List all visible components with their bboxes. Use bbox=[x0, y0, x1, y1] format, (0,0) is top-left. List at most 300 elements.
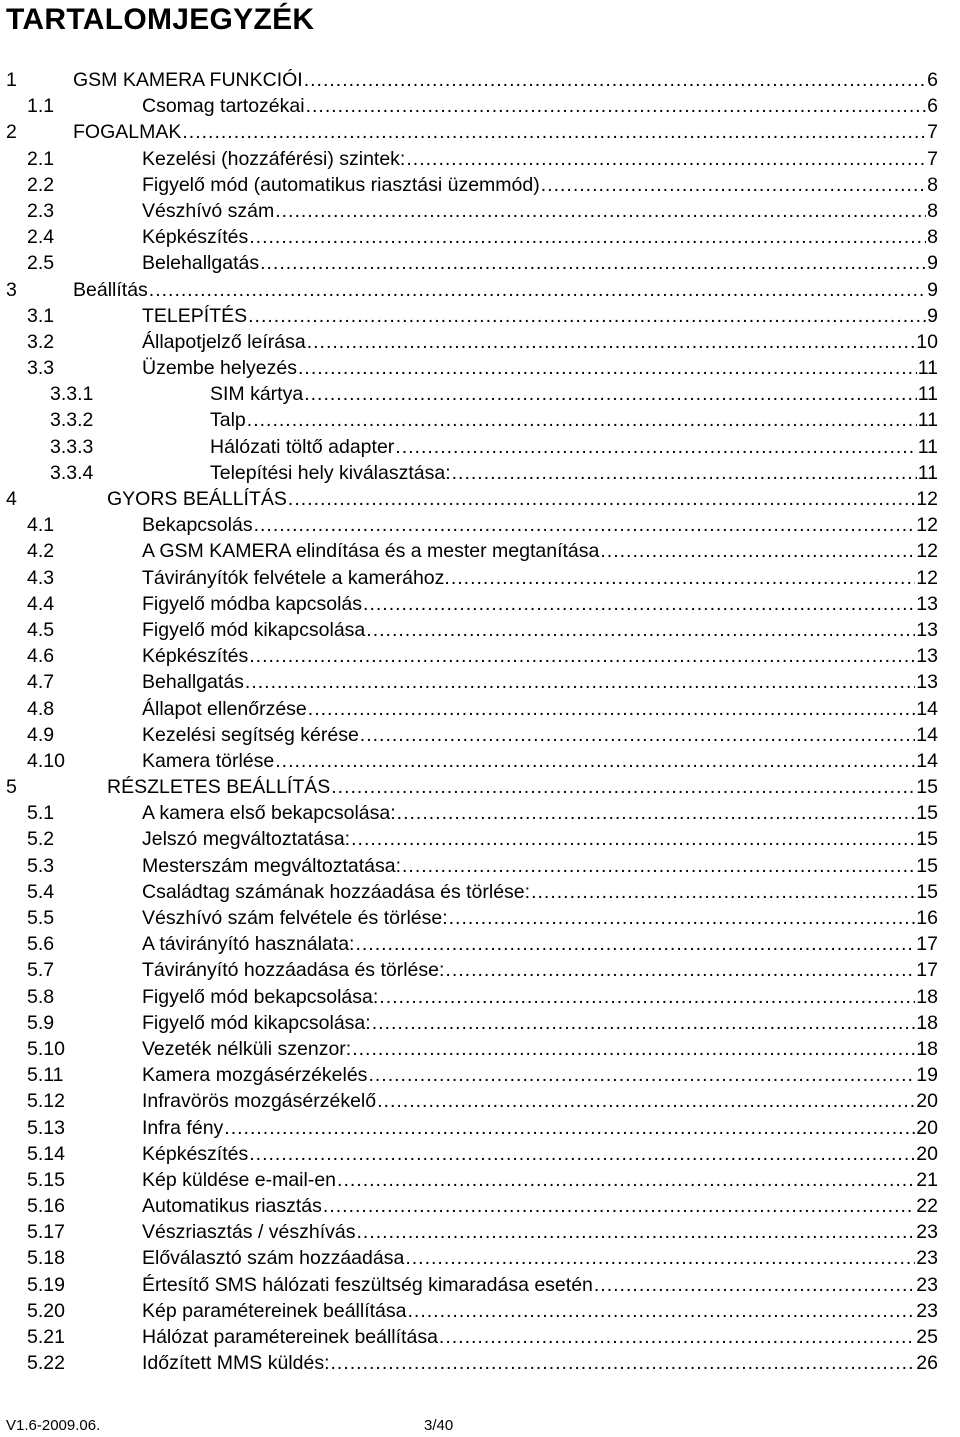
toc-entry[interactable] bbox=[0, 1272, 960, 1298]
toc-entry-line bbox=[142, 1036, 938, 1062]
toc-entry-page: 14 bbox=[916, 749, 938, 772]
toc-entry[interactable] bbox=[0, 1088, 960, 1114]
toc-entry-line bbox=[142, 93, 938, 119]
toc-entry-title[interactable]: Távirányító hozzáadása és törlése: bbox=[142, 959, 445, 982]
toc-entry[interactable] bbox=[0, 931, 960, 957]
toc-entry[interactable] bbox=[0, 565, 960, 591]
dot-leader bbox=[182, 119, 926, 145]
toc-entry-page: 8 bbox=[927, 226, 938, 249]
toc-entry-title[interactable]: FOGALMAK bbox=[73, 121, 182, 144]
toc-entry-title[interactable]: Időzített MMS küldés: bbox=[142, 1352, 330, 1375]
toc-entry-number: 4.9 bbox=[27, 723, 55, 746]
toc-entry[interactable] bbox=[0, 957, 960, 983]
toc-entry-title[interactable]: Figyelő mód kikapcsolása: bbox=[142, 1011, 371, 1034]
toc-entry[interactable] bbox=[0, 800, 960, 826]
dot-leader bbox=[245, 669, 915, 695]
toc-entry-title[interactable]: Infra fény bbox=[142, 1116, 224, 1139]
toc-entry-title[interactable]: Kamera mozgásérzékelés bbox=[142, 1064, 368, 1087]
toc-entry-line bbox=[142, 1193, 938, 1219]
dot-leader bbox=[360, 722, 916, 748]
toc-entry[interactable] bbox=[0, 984, 960, 1010]
dot-leader bbox=[600, 538, 915, 564]
toc-entry[interactable] bbox=[0, 669, 960, 695]
toc-entry-title[interactable]: Beállítás bbox=[73, 278, 148, 301]
toc-entry[interactable] bbox=[0, 1219, 960, 1245]
toc-entry[interactable] bbox=[0, 1141, 960, 1167]
toc-entry[interactable] bbox=[0, 1167, 960, 1193]
toc-entry-page: 17 bbox=[916, 959, 938, 982]
dot-leader bbox=[304, 67, 926, 93]
toc-entry-line bbox=[142, 905, 938, 931]
toc-entry-number: 4.6 bbox=[27, 645, 55, 668]
toc-entry-page: 13 bbox=[916, 645, 938, 668]
toc-entry-line bbox=[142, 1245, 938, 1271]
toc-entry-page: 14 bbox=[916, 697, 938, 720]
toc-entry-line bbox=[142, 198, 938, 224]
toc-entry-line bbox=[142, 224, 938, 250]
dot-leader bbox=[306, 93, 927, 119]
toc-entry-line bbox=[142, 1088, 938, 1114]
toc-entry[interactable] bbox=[0, 722, 960, 748]
toc-entry-line bbox=[107, 486, 938, 512]
toc-entry[interactable] bbox=[0, 460, 960, 486]
toc-entry-number: 2.2 bbox=[27, 173, 55, 196]
toc-entry-title[interactable]: A távirányító használata: bbox=[142, 933, 355, 956]
table-of-contents bbox=[0, 67, 960, 1376]
toc-entry-page: 13 bbox=[916, 592, 938, 615]
toc-entry-page: 14 bbox=[916, 723, 938, 746]
toc-entry[interactable] bbox=[0, 355, 960, 381]
toc-entry-title[interactable]: Behallgatás bbox=[142, 671, 244, 694]
toc-entry-title[interactable]: Csomag tartozékai bbox=[142, 95, 305, 118]
toc-entry-line bbox=[142, 800, 938, 826]
dot-leader bbox=[449, 905, 916, 931]
toc-entry-page: 18 bbox=[916, 1011, 938, 1034]
dot-leader bbox=[594, 1272, 915, 1298]
toc-entry-line bbox=[142, 1350, 938, 1376]
toc-entry-title[interactable]: Telepítési hely kiválasztása: bbox=[210, 461, 451, 484]
toc-entry-title[interactable]: Mesterszám megváltoztatása: bbox=[142, 854, 402, 877]
toc-entry[interactable] bbox=[0, 512, 960, 538]
toc-entry-page: 26 bbox=[916, 1352, 938, 1375]
toc-entry-line bbox=[142, 1062, 938, 1088]
toc-entry-title[interactable]: Kép paramétereinek beállítása bbox=[142, 1299, 407, 1322]
toc-entry[interactable] bbox=[0, 826, 960, 852]
dot-leader bbox=[249, 643, 915, 669]
toc-entry-title[interactable]: TELEPÍTÉS bbox=[142, 304, 248, 327]
toc-entry-title[interactable]: Vészhívó szám felvétele és törlése: bbox=[142, 907, 448, 929]
dot-leader bbox=[331, 774, 915, 800]
toc-entry-line bbox=[142, 931, 938, 957]
toc-entry-title[interactable]: A GSM KAMERA elindítása és a mester megtanítása bbox=[142, 540, 600, 563]
toc-entry[interactable] bbox=[0, 1298, 960, 1324]
dot-leader bbox=[357, 1219, 916, 1245]
toc-entry-title[interactable]: Előválasztó szám hozzáadása bbox=[142, 1247, 405, 1270]
toc-entry-number: 5.21 bbox=[27, 1326, 65, 1348]
dot-leader bbox=[355, 931, 915, 957]
toc-entry-title[interactable]: Hálózat paramétereinek beállítása bbox=[142, 1326, 438, 1348]
toc-entry[interactable] bbox=[0, 119, 960, 145]
toc-entry-line bbox=[210, 407, 938, 433]
dot-leader bbox=[366, 617, 915, 643]
toc-entry-page: 20 bbox=[916, 1116, 938, 1139]
toc-entry-page: 23 bbox=[916, 1273, 938, 1296]
toc-entry[interactable] bbox=[0, 224, 960, 250]
toc-entry-line bbox=[142, 826, 938, 852]
toc-entry-page: 8 bbox=[927, 199, 938, 222]
toc-entry-number: 3.3.1 bbox=[50, 383, 94, 406]
dot-leader bbox=[247, 407, 917, 433]
toc-entry-number: 5.9 bbox=[27, 1011, 55, 1034]
toc-entry[interactable] bbox=[0, 1010, 960, 1036]
toc-entry[interactable] bbox=[0, 591, 960, 617]
dot-leader bbox=[402, 853, 915, 879]
toc-entry-page: 12 bbox=[916, 488, 938, 510]
toc-entry-number: 5.10 bbox=[27, 1037, 65, 1060]
toc-entry-page: 11 bbox=[917, 461, 938, 484]
toc-entry-page: 7 bbox=[927, 147, 938, 170]
toc-entry-page: 11 bbox=[917, 383, 938, 406]
dot-leader bbox=[406, 146, 926, 172]
dot-leader bbox=[337, 1167, 915, 1193]
dot-leader bbox=[531, 879, 915, 905]
dot-leader bbox=[445, 957, 915, 983]
toc-entry-page: 20 bbox=[916, 1142, 938, 1165]
toc-entry-page: 19 bbox=[916, 1064, 938, 1087]
toc-entry-number: 4.2 bbox=[27, 540, 55, 563]
toc-entry-page: 16 bbox=[916, 907, 938, 929]
dot-leader bbox=[323, 1193, 915, 1219]
toc-entry-line bbox=[142, 591, 938, 617]
toc-entry-page: 6 bbox=[927, 69, 938, 91]
toc-entry[interactable] bbox=[0, 67, 960, 93]
toc-entry-line bbox=[142, 1324, 938, 1350]
toc-entry-page: 22 bbox=[916, 1195, 938, 1218]
toc-entry-page: 18 bbox=[916, 985, 938, 1008]
toc-entry-title[interactable]: Kezelési (hozzáférési) szintek: bbox=[142, 147, 406, 170]
toc-entry-title[interactable]: Távirányítók felvétele a kamerához. bbox=[142, 566, 450, 589]
toc-entry[interactable] bbox=[0, 329, 960, 355]
toc-entry-title[interactable]: Üzembe helyezés bbox=[142, 357, 297, 380]
toc-entry-page: 6 bbox=[927, 95, 938, 118]
toc-entry-number: 3.3.2 bbox=[50, 409, 94, 432]
toc-entry-line bbox=[142, 879, 938, 905]
toc-entry-line bbox=[142, 748, 938, 774]
dot-leader bbox=[331, 1350, 916, 1376]
toc-entry-line bbox=[142, 1298, 938, 1324]
toc-entry-number: 4.3 bbox=[27, 566, 55, 589]
toc-entry[interactable] bbox=[0, 146, 960, 172]
toc-entry-line bbox=[73, 277, 938, 303]
toc-entry[interactable] bbox=[0, 486, 960, 512]
toc-entry-number: 5.7 bbox=[27, 959, 55, 982]
dot-leader bbox=[275, 748, 915, 774]
toc-entry-title[interactable]: Állapotjelző leírása bbox=[142, 330, 306, 353]
toc-entry-page: 15 bbox=[916, 776, 938, 799]
toc-entry-number: 4.5 bbox=[27, 618, 55, 641]
toc-entry-page: 20 bbox=[916, 1090, 938, 1113]
toc-entry-line bbox=[142, 1141, 938, 1167]
toc-entry-title[interactable]: Figyelő mód kikapcsolása bbox=[142, 618, 366, 641]
toc-entry[interactable] bbox=[0, 538, 960, 564]
toc-entry-page: 18 bbox=[916, 1037, 938, 1060]
toc-entry-page: 25 bbox=[916, 1326, 938, 1348]
toc-entry[interactable] bbox=[0, 172, 960, 198]
dot-leader bbox=[379, 984, 915, 1010]
toc-entry-line bbox=[142, 250, 938, 276]
toc-entry-page: 13 bbox=[916, 671, 938, 694]
toc-entry-number: 5.8 bbox=[27, 985, 55, 1008]
toc-entry-line bbox=[142, 696, 938, 722]
toc-entry-line bbox=[142, 1010, 938, 1036]
toc-entry-title[interactable]: Kamera törlése bbox=[142, 749, 275, 772]
toc-entry-number: 5.13 bbox=[27, 1116, 65, 1139]
toc-entry[interactable] bbox=[0, 1062, 960, 1088]
toc-entry-line bbox=[210, 460, 938, 486]
dot-leader bbox=[377, 1088, 915, 1114]
toc-entry-page: 11 bbox=[917, 435, 938, 458]
toc-entry-line bbox=[142, 172, 938, 198]
toc-entry-title[interactable]: Kezelési segítség kérése bbox=[142, 723, 359, 746]
toc-entry-number: 2.4 bbox=[27, 226, 55, 249]
toc-entry-line bbox=[142, 1115, 938, 1141]
toc-entry-page: 9 bbox=[927, 252, 938, 275]
toc-entry-page: 23 bbox=[916, 1299, 938, 1322]
dot-leader bbox=[224, 1115, 915, 1141]
toc-entry-number: 2.1 bbox=[27, 147, 55, 170]
toc-entry-page: 12 bbox=[916, 514, 938, 537]
toc-entry-number: 2.5 bbox=[27, 252, 55, 275]
dot-leader bbox=[408, 1298, 916, 1324]
toc-entry-title[interactable]: Belehallgatás bbox=[142, 252, 260, 275]
toc-entry-title[interactable]: Állapot ellenőrzése bbox=[142, 697, 307, 720]
toc-entry-title[interactable]: Automatikus riasztás bbox=[142, 1195, 322, 1218]
toc-entry[interactable] bbox=[0, 774, 960, 800]
toc-entry-line bbox=[142, 538, 938, 564]
toc-entry-title[interactable]: Vészhívó szám bbox=[142, 199, 275, 222]
toc-entry-number: 1.1 bbox=[27, 95, 55, 118]
toc-entry-number: 5.22 bbox=[27, 1352, 65, 1375]
toc-entry-page: 12 bbox=[916, 540, 938, 563]
toc-entry-line bbox=[142, 355, 938, 381]
toc-entry-number: 4 bbox=[6, 488, 17, 510]
toc-entry-title[interactable]: Jelszó megváltoztatása: bbox=[142, 828, 351, 851]
dot-leader bbox=[308, 696, 916, 722]
toc-entry-number: 3.3.4 bbox=[50, 461, 94, 484]
toc-entry-page: 8 bbox=[927, 173, 938, 196]
dot-leader bbox=[275, 198, 926, 224]
toc-entry[interactable] bbox=[0, 407, 960, 433]
toc-entry-page: 7 bbox=[927, 121, 938, 144]
toc-entry-number: 3.3 bbox=[27, 357, 55, 380]
page-title: TARTALOMJEGYZÉK bbox=[6, 3, 315, 36]
dot-leader bbox=[363, 591, 915, 617]
toc-entry-title[interactable]: Képkészítés bbox=[142, 1142, 249, 1165]
toc-entry-line bbox=[73, 67, 938, 93]
toc-entry-title[interactable]: Figyelő mód (automatikus riasztási üzemmód) bbox=[142, 173, 540, 196]
toc-entry[interactable] bbox=[0, 1350, 960, 1376]
toc-entry-number: 5.19 bbox=[27, 1273, 65, 1296]
toc-entry[interactable] bbox=[0, 905, 960, 931]
toc-entry-title[interactable]: Családtag számának hozzáadása és törlése: bbox=[142, 880, 531, 903]
toc-entry-page: 11 bbox=[917, 409, 938, 432]
toc-entry-number: 5.15 bbox=[27, 1168, 65, 1191]
toc-entry-line bbox=[142, 984, 938, 1010]
toc-entry[interactable] bbox=[0, 277, 960, 303]
toc-entry-line bbox=[73, 119, 938, 145]
toc-entry-number: 3.1 bbox=[27, 304, 55, 327]
toc-entry-page: 17 bbox=[916, 933, 938, 956]
toc-entry-number: 3.3.3 bbox=[50, 435, 94, 458]
toc-entry-number: 5.17 bbox=[27, 1221, 65, 1244]
dot-leader bbox=[372, 1010, 916, 1036]
toc-entry[interactable] bbox=[0, 1036, 960, 1062]
toc-entry-title[interactable]: Értesítő SMS hálózati feszültség kimaradása esetén bbox=[142, 1273, 593, 1296]
toc-entry-number: 5.20 bbox=[27, 1299, 65, 1322]
footer-page-number: 3/40 bbox=[424, 1417, 454, 1434]
toc-entry-line bbox=[142, 303, 938, 329]
toc-entry-number: 5.3 bbox=[27, 854, 55, 877]
toc-entry-number: 4.1 bbox=[27, 514, 55, 537]
toc-entry-title[interactable]: Infravörös mozgásérzékelő bbox=[142, 1090, 377, 1113]
toc-entry-number: 5.2 bbox=[27, 828, 55, 851]
toc-entry[interactable] bbox=[0, 853, 960, 879]
toc-entry-line bbox=[142, 643, 938, 669]
toc-entry-line bbox=[142, 957, 938, 983]
toc-entry-number: 5.5 bbox=[27, 907, 55, 929]
toc-entry[interactable] bbox=[0, 381, 960, 407]
toc-entry-number: 5.1 bbox=[27, 802, 55, 825]
toc-entry[interactable] bbox=[0, 250, 960, 276]
toc-entry-number: 3 bbox=[6, 278, 17, 301]
dot-leader bbox=[439, 1324, 915, 1350]
toc-entry-title[interactable]: Vészriasztás / vészhívás bbox=[142, 1221, 356, 1244]
toc-entry-line bbox=[142, 1167, 938, 1193]
toc-entry-title[interactable]: GYORS BEÁLLÍTÁS bbox=[107, 488, 287, 510]
toc-entry-line bbox=[142, 1219, 938, 1245]
toc-entry[interactable] bbox=[0, 643, 960, 669]
toc-entry-number: 4.4 bbox=[27, 592, 55, 615]
dot-leader bbox=[254, 512, 916, 538]
toc-entry-title[interactable]: Figyelő mód bekapcsolása: bbox=[142, 985, 379, 1008]
toc-entry-page: 15 bbox=[916, 854, 938, 877]
toc-entry-number: 3.2 bbox=[27, 330, 55, 353]
dot-leader bbox=[368, 1062, 915, 1088]
toc-entry-line bbox=[142, 146, 938, 172]
toc-entry-page: 15 bbox=[916, 828, 938, 851]
toc-entry-line bbox=[142, 853, 938, 879]
toc-entry-title[interactable]: GSM KAMERA FUNKCIÓI bbox=[73, 69, 303, 91]
toc-entry-line bbox=[210, 381, 938, 407]
toc-entry-number: 4.8 bbox=[27, 697, 55, 720]
dot-leader bbox=[288, 486, 915, 512]
toc-entry-number: 2 bbox=[6, 121, 17, 144]
toc-entry-number: 2.3 bbox=[27, 199, 55, 222]
toc-entry-line bbox=[142, 565, 938, 591]
toc-entry-line bbox=[210, 434, 938, 460]
dot-leader bbox=[352, 1036, 915, 1062]
toc-entry[interactable] bbox=[0, 93, 960, 119]
toc-entry-number: 5.16 bbox=[27, 1195, 65, 1218]
dot-leader bbox=[452, 460, 917, 486]
toc-entry[interactable] bbox=[0, 434, 960, 460]
toc-entry-number: 5.18 bbox=[27, 1247, 65, 1270]
toc-entry-title[interactable]: Képkészítés bbox=[142, 226, 249, 249]
dot-leader bbox=[249, 1141, 915, 1167]
dot-leader bbox=[298, 355, 917, 381]
toc-entry-title[interactable]: A kamera első bekapcsolása: bbox=[142, 802, 396, 825]
toc-entry-title[interactable]: Kép küldése e-mail-en bbox=[142, 1168, 337, 1191]
dot-leader bbox=[351, 826, 915, 852]
toc-entry-number: 5.12 bbox=[27, 1090, 65, 1113]
toc-entry-title[interactable]: Bekapcsolás bbox=[142, 514, 253, 537]
toc-entry-title[interactable]: RÉSZLETES BEÁLLÍTÁS bbox=[107, 776, 331, 799]
dot-leader bbox=[149, 277, 926, 303]
toc-entry-title[interactable]: Képkészítés bbox=[142, 645, 249, 668]
toc-entry-page: 13 bbox=[916, 618, 938, 641]
toc-entry-number: 5.6 bbox=[27, 933, 55, 956]
toc-entry[interactable] bbox=[0, 1245, 960, 1271]
toc-entry-line bbox=[142, 512, 938, 538]
toc-entry-page: 11 bbox=[917, 357, 938, 380]
dot-leader bbox=[541, 172, 926, 198]
footer-version: V1.6-2009.06. bbox=[6, 1417, 101, 1434]
toc-entry-page: 9 bbox=[927, 304, 938, 327]
dot-leader bbox=[397, 800, 916, 826]
toc-entry-title[interactable]: SIM kártya bbox=[210, 383, 304, 406]
toc-entry-number: 5.11 bbox=[27, 1064, 64, 1087]
toc-entry-title[interactable]: Vezeték nélküli szenzor: bbox=[142, 1037, 352, 1060]
toc-entry[interactable] bbox=[0, 696, 960, 722]
toc-entry-page: 10 bbox=[916, 330, 938, 353]
toc-entry-title[interactable]: Hálózati töltő adapter bbox=[210, 435, 395, 458]
dot-leader bbox=[248, 303, 926, 329]
toc-entry[interactable] bbox=[0, 1324, 960, 1350]
toc-entry[interactable] bbox=[0, 198, 960, 224]
dot-leader bbox=[395, 434, 916, 460]
toc-entry-page: 23 bbox=[916, 1221, 938, 1244]
toc-entry-line bbox=[142, 1272, 938, 1298]
toc-entry-number: 4.10 bbox=[27, 749, 65, 772]
toc-entry-line bbox=[107, 774, 938, 800]
toc-entry-page: 9 bbox=[927, 278, 938, 301]
toc-entry[interactable] bbox=[0, 617, 960, 643]
toc-entry-line bbox=[142, 669, 938, 695]
toc-entry[interactable] bbox=[0, 748, 960, 774]
toc-entry-number: 1 bbox=[6, 69, 17, 91]
toc-entry[interactable] bbox=[0, 879, 960, 905]
toc-entry-page: 15 bbox=[916, 880, 938, 903]
toc-entry[interactable] bbox=[0, 303, 960, 329]
toc-entry-number: 4.7 bbox=[27, 671, 55, 694]
dot-leader bbox=[260, 250, 926, 276]
toc-entry-page: 23 bbox=[916, 1247, 938, 1270]
toc-entry-number: 5.14 bbox=[27, 1142, 65, 1165]
toc-entry-line bbox=[142, 617, 938, 643]
toc-entry[interactable] bbox=[0, 1115, 960, 1141]
toc-entry-page: 12 bbox=[916, 566, 938, 589]
toc-entry-number: 5 bbox=[6, 776, 17, 799]
dot-leader bbox=[451, 565, 915, 591]
toc-entry[interactable] bbox=[0, 1193, 960, 1219]
dot-leader bbox=[304, 381, 917, 407]
toc-entry-page: 15 bbox=[916, 802, 938, 825]
dot-leader bbox=[307, 329, 916, 355]
toc-entry-title[interactable]: Talp bbox=[210, 409, 246, 432]
toc-entry-number: 5.4 bbox=[27, 880, 55, 903]
dot-leader bbox=[249, 224, 926, 250]
toc-entry-title[interactable]: Figyelő módba kapcsolás bbox=[142, 592, 363, 615]
